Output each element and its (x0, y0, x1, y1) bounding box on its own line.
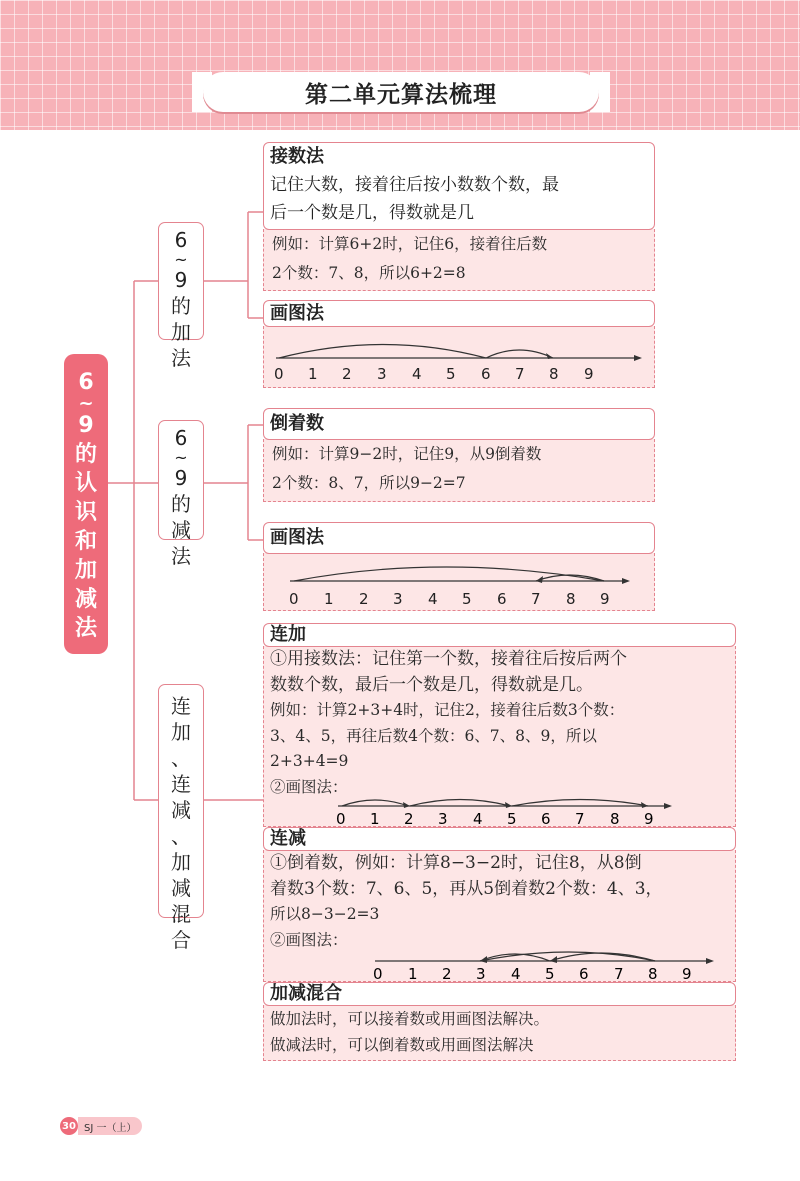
tick-label: 8 (610, 810, 620, 826)
branch-char: 6 (174, 426, 188, 450)
card-head (263, 982, 736, 1006)
tick-label: 1 (308, 365, 318, 383)
card-text: ①倒着数，例如：计算8−3−2时，记住8，从8倒 (270, 853, 642, 873)
branch-char: 法 (171, 346, 191, 370)
tick-label: 7 (575, 810, 585, 826)
branch-char: 混 (171, 902, 191, 926)
number-line-add (264, 326, 654, 388)
tick-label: 3 (393, 590, 403, 608)
tick-label: 0 (274, 365, 284, 383)
tick-label: 5 (507, 810, 517, 826)
card-text: 例如：计算9−2时，记住9，从9倒着数 (272, 445, 542, 463)
tick-label: 7 (515, 365, 525, 383)
card-head (263, 300, 655, 327)
card-jieshu (263, 142, 655, 291)
tick-label: 5 (545, 965, 555, 981)
card-title: 接数法 (270, 146, 324, 167)
root-char: 的 (74, 442, 97, 467)
tick-label: 4 (511, 965, 521, 981)
card-text: 做加法时，可以接着数或用画图法解决。 (270, 1010, 550, 1028)
card-head (263, 142, 655, 230)
tick-label: 3 (438, 810, 448, 826)
tick-label: 6 (541, 810, 551, 826)
tick-label: 9 (600, 590, 610, 608)
branch-char: 法 (171, 544, 191, 568)
branch-char: 9 (174, 268, 188, 292)
root-char: 识 (74, 500, 97, 525)
card-title: 连减 (270, 828, 306, 849)
card-body (263, 646, 736, 827)
card-text: 记住大数，接着往后按小数数个数，最 (270, 175, 559, 195)
tick-label: 2 (442, 965, 452, 981)
card-text: 例如：计算2+3+4时，记住2，接着往后数3个数： (270, 701, 625, 719)
card-text: ②画图法： (270, 930, 348, 949)
card-text: 2+3+4=9 (270, 752, 349, 770)
tick-label: 1 (324, 590, 334, 608)
card-text: 后一个数是几，得数就是几 (270, 203, 474, 223)
branch-char: ~ (174, 448, 188, 467)
tick-label: 8 (549, 365, 559, 383)
tick-label: 5 (462, 590, 472, 608)
card-text: 着数3个数：7、6、5，再从5倒着数2个数：4、3， (270, 878, 663, 899)
card-body (263, 850, 736, 982)
card-text: 数数个数，最后一个数是几，得数就是几。 (270, 674, 593, 695)
tick-labels (336, 810, 654, 826)
card-title: 倒着数 (270, 413, 324, 434)
card-text: ②画图法： (270, 777, 348, 796)
card-body (263, 1005, 736, 1061)
root-char: 认 (74, 471, 97, 496)
branch-addition (158, 222, 204, 370)
card-text: 3、4、5，再往后数4个数：6、7、8、9，所以 (270, 726, 597, 745)
root-char: 9 (78, 413, 94, 438)
card-body (263, 229, 655, 291)
tick-label: 0 (373, 965, 383, 981)
tick-label: 5 (446, 365, 456, 383)
card-huatu-sub (263, 522, 655, 611)
root-char: 法 (74, 616, 97, 641)
page-number: 30 (60, 1117, 78, 1135)
tick-label: 9 (584, 365, 594, 383)
card-title: 画图法 (270, 303, 324, 324)
root-char: ~ (78, 393, 94, 414)
branch-char: 、 (171, 824, 191, 848)
card-head (263, 827, 736, 851)
tick-label: 8 (566, 590, 576, 608)
tick-labels (373, 965, 692, 981)
card-title: 画图法 (270, 527, 324, 548)
number-line-sub (264, 553, 654, 611)
tick-label: 9 (644, 810, 654, 826)
card-text: 做减法时，可以倒着数或用画图法解决 (270, 1036, 534, 1054)
card-head (263, 522, 655, 554)
branch-char: ~ (174, 250, 188, 269)
tick-label: 6 (481, 365, 491, 383)
tick-label: 0 (336, 810, 346, 826)
card-huatu-add (263, 300, 655, 388)
tick-label: 8 (648, 965, 658, 981)
tick-label: 2 (342, 365, 352, 383)
root-char: 减 (74, 587, 97, 612)
card-text: ①用接数法：记住第一个数，接着往后按后两个 (270, 649, 627, 669)
tick-label: 4 (473, 810, 483, 826)
branch-subtraction (158, 420, 204, 568)
card-body (263, 439, 655, 502)
card-body (263, 553, 655, 611)
tick-label: 2 (404, 810, 414, 826)
branch-char: 合 (171, 928, 191, 952)
tick-label: 3 (476, 965, 486, 981)
card-text: 2个数：7、8，所以6+2=8 (272, 264, 466, 282)
root-char: 6 (78, 370, 94, 395)
branch-char: 的 (171, 492, 191, 516)
card-head (263, 408, 655, 440)
branch-char: 加 (171, 320, 191, 344)
tick-label: 6 (497, 590, 507, 608)
branch-char: 减 (171, 798, 191, 822)
tick-labels (274, 365, 594, 383)
tick-label: 6 (579, 965, 589, 981)
branch-char: 9 (174, 466, 188, 490)
branch-char: 6 (174, 228, 188, 252)
branch-char: 连 (171, 694, 191, 718)
tick-labels (289, 590, 610, 608)
card-daozhe (263, 408, 655, 502)
tick-label: 9 (682, 965, 692, 981)
branch-char: 加 (171, 720, 191, 744)
card-text: 2个数：8、7，所以9−2=7 (272, 474, 466, 492)
branch-char: 加 (171, 850, 191, 874)
tick-label: 4 (412, 365, 422, 383)
card-body (263, 326, 655, 388)
tick-label: 1 (408, 965, 418, 981)
card-text: 所以8−3−2=3 (270, 905, 380, 923)
branch-char: 连 (171, 772, 191, 796)
number-line-lianjia (270, 796, 730, 826)
branch-char: 减 (171, 876, 191, 900)
card-head (263, 623, 736, 647)
tick-label: 7 (531, 590, 541, 608)
tick-label: 3 (377, 365, 387, 383)
branch-char: 减 (171, 518, 191, 542)
page-title: 第二单元算法梳理 (203, 72, 599, 112)
tick-label: 1 (370, 810, 380, 826)
tick-label: 0 (289, 590, 299, 608)
root-char: 和 (74, 529, 97, 554)
book-label: SJ 一（上） (78, 1117, 142, 1135)
branch-char: 的 (171, 294, 191, 318)
tick-label: 2 (359, 590, 369, 608)
card-text: 例如：计算6+2时，记住6，接着往后数 (272, 235, 548, 253)
card-title: 加减混合 (270, 983, 342, 1004)
branch-char: 、 (171, 746, 191, 770)
root-node (64, 354, 108, 654)
branch-mixed (158, 684, 204, 952)
tick-label: 4 (428, 590, 438, 608)
tick-label: 7 (614, 965, 624, 981)
card-title: 连加 (270, 624, 306, 645)
root-char: 加 (74, 558, 97, 583)
card-mixed (263, 623, 736, 1061)
